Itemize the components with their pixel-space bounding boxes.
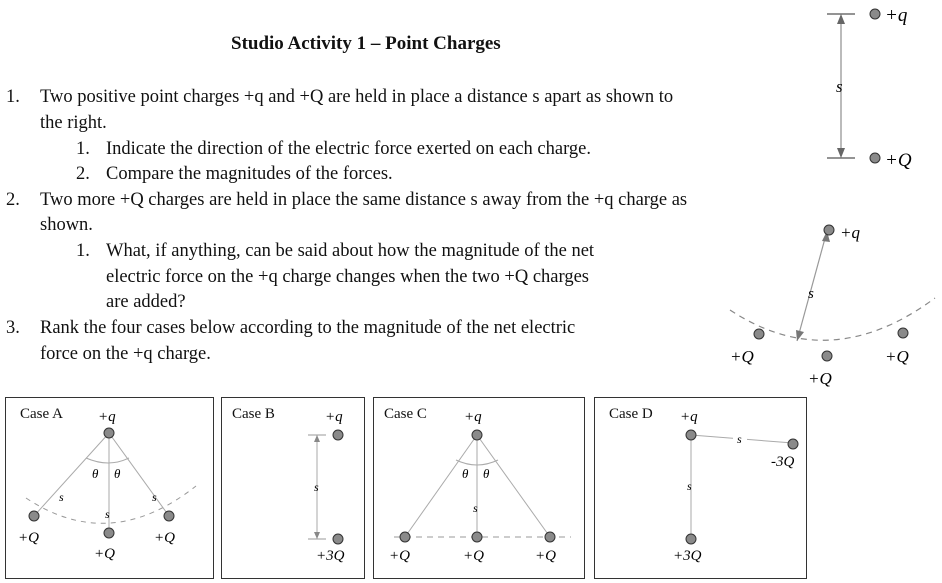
label-plus-Q: +Q xyxy=(885,150,912,171)
arrow-down-icon xyxy=(314,532,320,539)
label-plus-Q-middle: +Q xyxy=(463,548,484,564)
q1b-text: Compare the magnitudes of the forces. xyxy=(106,164,393,184)
charge-right-Q xyxy=(164,511,174,521)
charge-3Q xyxy=(333,534,343,544)
charge-bottom-Q xyxy=(822,351,832,361)
case-c-label: Case C xyxy=(384,406,427,422)
label-plus-Q-bottom: +Q xyxy=(808,369,832,388)
label-plus-q: +q xyxy=(680,409,698,425)
q2-text-line1: Two more +Q charges are held in place the same distance s away from the +q charge as xyxy=(40,190,688,210)
label-plus-q: +q xyxy=(325,409,343,425)
label-plus-Q-bottom: +Q xyxy=(94,546,115,562)
label-s: s xyxy=(314,480,319,494)
charge-big-Q xyxy=(870,153,880,163)
charge-small-q xyxy=(333,430,343,440)
q2a-text-line2: electric force on the +q charge changes when the two +Q charges xyxy=(106,267,589,287)
charge-left-Q xyxy=(754,329,764,339)
case-b-box xyxy=(221,397,365,579)
label-plus-q: +q xyxy=(885,5,908,26)
charge-small-q xyxy=(686,430,696,440)
label-plus-Q-right: +Q xyxy=(154,530,175,546)
q2a-number: 1. xyxy=(76,241,90,261)
label-plus-Q-left: +Q xyxy=(389,548,410,564)
q1a-text: Indicate the direction of the electric force exerted on each charge. xyxy=(106,139,592,159)
left-line xyxy=(405,435,477,537)
q2-text-line2: shown. xyxy=(40,215,93,235)
q1-text-line2: the right. xyxy=(40,113,107,133)
charge-left-Q xyxy=(29,511,39,521)
label-plus-q: +q xyxy=(464,409,482,425)
charge-small-q xyxy=(104,428,114,438)
angle-arc xyxy=(86,458,129,463)
label-s-middle: s xyxy=(105,507,110,521)
q1-number: 1. xyxy=(6,87,20,107)
charge-minus-3Q xyxy=(788,439,798,449)
charge-right-Q xyxy=(898,328,908,338)
q3-text-line2: force on the +q charge. xyxy=(40,344,211,364)
charge-bottom-Q xyxy=(104,528,114,538)
label-minus-3Q: -3Q xyxy=(771,454,795,470)
charge-small-q xyxy=(824,225,834,235)
arrow-up-icon xyxy=(837,14,845,24)
q1-text-line1: Two positive point charges +q and +Q are held in place a distance s apart as shown to xyxy=(40,87,674,107)
q1b-number: 2. xyxy=(76,164,90,184)
q2a-text-line3: are added? xyxy=(106,292,186,312)
charge-small-q xyxy=(870,9,880,19)
theta-right: θ xyxy=(114,466,121,481)
arrow-up-icon xyxy=(314,435,320,442)
charge-middle-Q xyxy=(472,532,482,542)
label-s-vertical: s xyxy=(687,479,692,493)
q3-number: 3. xyxy=(6,318,20,338)
case-c-box xyxy=(373,397,585,579)
arrow-down-icon xyxy=(837,148,845,158)
diagram-three-Q xyxy=(720,218,942,393)
label-s: s xyxy=(836,77,843,96)
right-line xyxy=(477,435,550,537)
label-s-right: s xyxy=(152,490,157,504)
case-b-diagram xyxy=(222,398,363,577)
case-d-diagram xyxy=(595,398,805,577)
charge-right-Q xyxy=(545,532,555,542)
label-s: s xyxy=(473,501,478,515)
case-a-diagram xyxy=(6,398,212,577)
label-s: s xyxy=(808,286,814,302)
case-a-label: Case A xyxy=(20,406,63,422)
theta-left: θ xyxy=(462,466,469,481)
label-s-left: s xyxy=(59,490,64,504)
case-c-diagram xyxy=(374,398,583,577)
charge-small-q xyxy=(472,430,482,440)
q1a-number: 1. xyxy=(76,139,90,159)
case-b-label: Case B xyxy=(232,406,275,422)
page-title: Studio Activity 1 – Point Charges xyxy=(231,33,501,54)
charge-plus-3Q xyxy=(686,534,696,544)
label-plus-Q-right: +Q xyxy=(535,548,556,564)
theta-right: θ xyxy=(483,466,490,481)
label-plus-Q-left: +Q xyxy=(730,347,754,366)
label-plus-3Q: +3Q xyxy=(673,548,702,564)
diagram-two-charges xyxy=(815,0,942,180)
case-d-box xyxy=(594,397,807,579)
case-d-label: Case D xyxy=(609,406,653,422)
theta-left: θ xyxy=(92,466,99,481)
label-plus-q: +q xyxy=(98,409,116,425)
label-plus-q: +q xyxy=(840,223,860,242)
label-plus-Q-right: +Q xyxy=(885,347,909,366)
case-a-box xyxy=(5,397,214,579)
label-plus-3Q: +3Q xyxy=(316,548,345,564)
label-plus-Q-left: +Q xyxy=(18,530,39,546)
label-s-horizontal: s xyxy=(737,432,742,446)
q3-text-line1: Rank the four cases below according to the magnitude of the net electric xyxy=(40,318,576,338)
q2-number: 2. xyxy=(6,190,20,210)
q2a-text-line1: What, if anything, can be said about how the magnitude of the net xyxy=(106,241,595,261)
charge-left-Q xyxy=(400,532,410,542)
